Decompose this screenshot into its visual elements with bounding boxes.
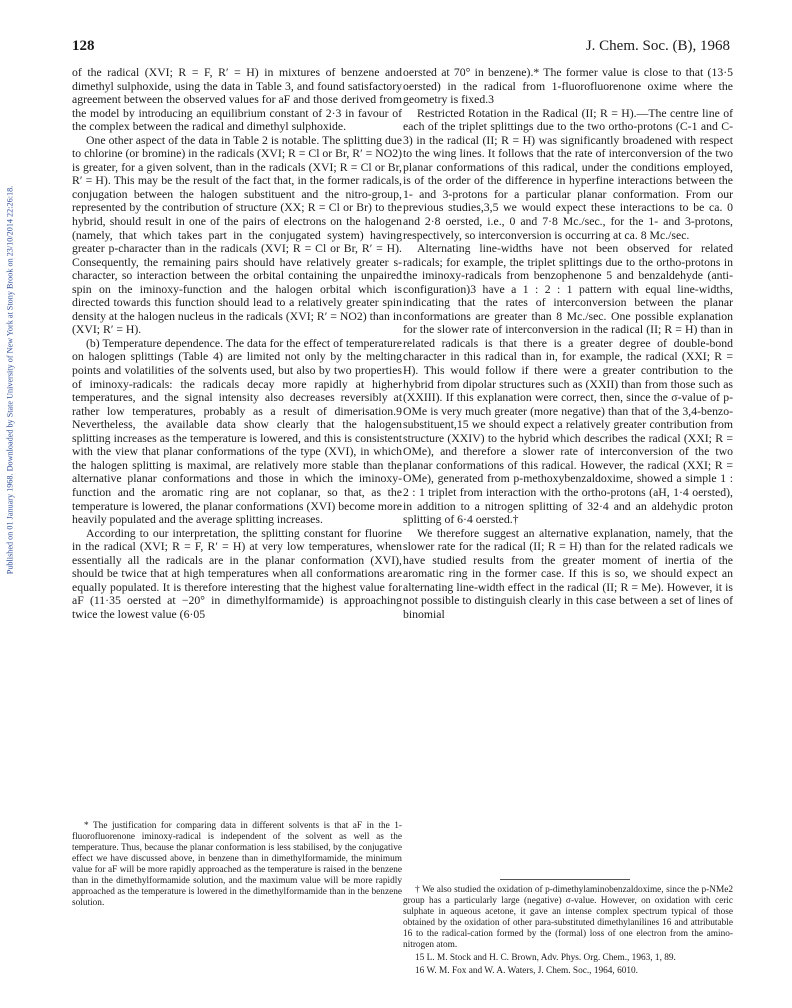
- paragraph: One other aspect of the data in Table 2 is notable. The splitting due to chlorine (or bromine) in the radicals (XVI; R = Cl or Br, R′ = NO2) is greater, for a given solvent, than in the radicals (XVI; R = Cl or Br, R′ = H). This may be the result of the fact that, in the former radicals, conjugation between the halogen substituent and the nitro-group, represented by the contribution of structure (XX; R = Cl or Br) to the hybrid, should result in one of the pairs of electrons on the halogen (namely, that which takes part in the conjugated system) having greater p-character than in the radicals (XVI; R = Cl or Br, R′ = H). Consequently, the remaining pairs should have relatively greater s-character, so interaction between the orbital containing the unpaired spin on the iminoxy-function and the halogen orbital which is directed towards this function should lead to a relatively greater spin density at the halogen nucleus in the radicals (XVI; R′ = NO2) than in (XVI; R′ = H).: [72, 133, 402, 337]
- left-column: [72, 66, 402, 621]
- paragraph: of the radical (XVI; R = F, R′ = H) in mixtures of benzene and dimethyl sulphoxide, using the data in Table 3, and found satisfactory agreement between the observed values for aF and those derived from the model by introducing an equilibrium constant of 2·3 in favour of the complex between the radical and dimethyl sulphoxide.: [72, 66, 402, 134]
- paragraph: oersted at 70° in benzene).* The former value is close to that (13·5 oersted) in the radical from 1-fluorofluorenone oxime where the geometry is fixed.3: [403, 66, 733, 107]
- paragraph: We therefore suggest an alternative explanation, namely, that the slower rate for the radical (II; R = H) than for the related radicals we have studied results from the greater moment of inertia of the aromatic ring in the former case. If this is so, we should expect an alternating line-width effect in the radical (II; R = Me). However, it is not possible to distinguish clearly in this case between a set of lines of binomial: [403, 526, 733, 621]
- footnote-rule: [500, 879, 630, 880]
- paragraph: (b) Temperature dependence. The data for the effect of temperature on halogen splittings (Table 4) are limited not only by the melting points and volatilities of the solvents used, but also by two properties of iminoxy-radicals: the radicals decay more rapidly at higher temperatures, and the signal intensity also decreases reversibly at rather low temperatures, probably as a result of dimerisation.9 Nevertheless, the available data show clearly that the halogen splitting increases as the temperature is lowered, and this is consistent with the view that planar conformations of the type (XVI), in which the halogen splitting is maximal, are relatively more stable than the alternative planar conformations and those in which the iminoxy-function and the aromatic ring are not coplanar, so that, as the temperature is lowered, the planar conformations (XVI) become more heavily populated and the average splitting increases.: [72, 336, 402, 527]
- footnote-reference: 16 W. M. Fox and W. A. Waters, J. Chem. Soc., 1964, 6010.: [415, 966, 638, 976]
- paragraph: Alternating line-widths have not been observed for related radicals; for example, the triplet splittings due to the ortho-protons in the iminoxy-radicals from benzophenone 5 and benzaldehyde (anti-configuration)3 have a 1 : 2 : 1 pattern with equal line-widths, indicating that the rates of interconversion between the planar conformations are greater than 8 Mc./sec. One possible explanation for the slower rate of interconversion in the radical (II; R = H) than in related radicals is that there is a greater degree of double-bond character in this radical than in, for example, the radical (XXI; R = H). This would follow if there were a greater contribution to the hybrid from dipolar structures such as (XXII) than from those such as (XXIII). If this explanation were correct, then, since the σ-value of p-OMe is very much greater (more negative) than that of the 3,4-benzo-substituent,15 we should expect a relatively greater contribution from structure (XXIV) to the hybrid which describes the radical (XXI; R = OMe), and therefore a slower rate of interconversion of the two planar conformations of this radical. However, the radical (XXI; R = OMe), generated from p-methoxybenzaldoxime, showed a simple 1 : 2 : 1 triplet from interaction with the ortho-protons (aH, 1·4 oersted), in addition to a nitrogen splitting of 32·4 and an aldehydic proton splitting of 6·4 oersted.†: [403, 242, 733, 527]
- paragraph: According to our interpretation, the splitting constant for fluorine in the radical (XVI; R = F, R′ = H) at very low temperatures, when essentially all the radicals are in the planar conformation (XVI), should be twice that at high temperatures when all conformations are equally populated. It is therefore interesting that the highest value for aF (11·35 oersted at −20° in dimethylformamide) is approaching twice the lowest value (6·05: [72, 526, 402, 621]
- footnote: * The justification for comparing data in different solvents is that aF in the 1-fluorofluorenone iminoxy-radical is independent of the solvent as well as the temperature. Thus, because the planar conformation is less stabilised, by the conjugative effect we have discussed above, in benzene than in dimethylformamide, the minimum value for aF will be more rapidly approached as the temperature is raised in the benzene than in the dimethylformamide solution, and the maximum value will be more rapidly approached as the temperature is lowered in the dimethylformamide than in the benzene solution.: [72, 821, 402, 908]
- paragraph: Restricted Rotation in the Radical (II; R = H).—The centre line of each of the triplet splittings due to the two ortho-protons (C-1 and C-3) in the radical (II; R = H) was significantly broadened with respect to the wing lines. It follows that the rate of interconversion of the two planar conformations of this radical, under the conditions employed, is of the order of the difference in hyperfine interactions between the 1- and 3-protons for a particular planar conformation. From our previous studies,3,5 we would expect these interactions to be ca. 0 and 2·8 oersted, i.e., 0 and 7·8 Mc./sec., for the 1- and 3-protons, respectively, so interconversion is occurring at ca. 8 Mc./sec.: [403, 106, 733, 242]
- download-sidebar: [3, 110, 17, 650]
- right-column: [403, 66, 733, 621]
- footnotes-right: [403, 885, 733, 979]
- footnote-reference: 15 L. M. Stock and H. C. Brown, Adv. Phys. Org. Chem., 1963, 1, 89.: [415, 953, 676, 963]
- page-number: 128: [72, 38, 95, 54]
- journal-header: J. Chem. Soc. (B), 1968: [585, 38, 730, 54]
- footnotes-left: [72, 821, 402, 911]
- footnote: † We also studied the oxidation of p-dimethylaminobenzaldoxime, since the p-NMe2 group has a particularly large (negative) σ-value. However, on oxidation with ceric sulphate in aqueous acetone, it gave an intense complex spectrum typical of those obtained by the oxidation of other para-substituted dimethylanilines 16 and attributable 16 to the radical-cation formed by the (formal) loss of one electron from the amino-nitrogen atom.: [403, 885, 733, 950]
- download-note: Published on 01 January 1968. Downloaded by State University of New York at Stony Brook on 23/10/2014 22:26:18.: [5, 185, 15, 575]
